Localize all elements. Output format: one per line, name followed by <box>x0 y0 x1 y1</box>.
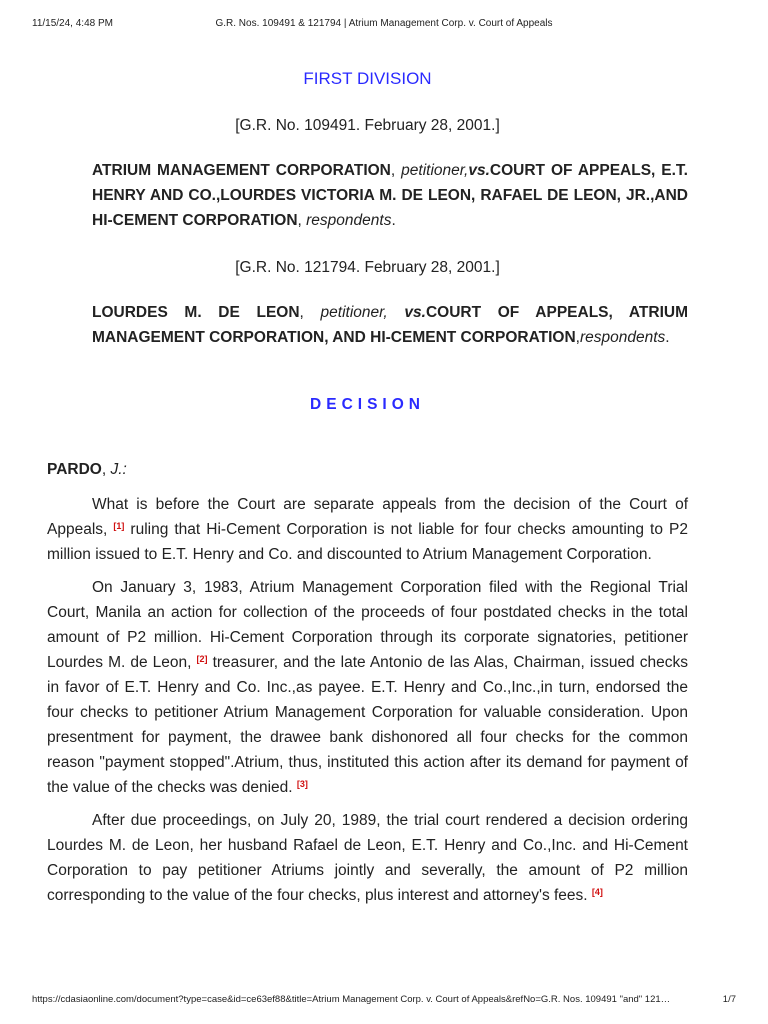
p2-text-a: On January 3, 1983, Atrium Management Corporation filed with the Regional Trial Court, Manila an action for collection of the proceeds of four postdated checks in the total amount of P2 million. Hi-Cement Corporation through its corporate signatories, petitioner Lourdes M. de Leon, <box>47 579 688 671</box>
case1-petitioner-role: petitioner, <box>401 162 469 179</box>
paragraph-1 <box>47 492 688 567</box>
case2-respondents: COURT OF APPEALS, ATRIUM MANAGEMENT CORPORATION, AND HI-CEMENT CORPORATION <box>92 304 689 346</box>
source-url: https://cdasiaonline.com/document?type=case&id=ce63ef88&title=Atrium Management Corp. v. Court of Appeals&refNo=G.R. Nos. 109491 "and" 121… <box>32 994 671 1005</box>
case1-petitioner: ATRIUM MANAGEMENT CORPORATION <box>92 162 391 179</box>
p1-text-a: What is before the Court are separate appeals from the decision of the Court of Appeals, <box>47 496 688 538</box>
p1-text-b: ruling that Hi-Cement Corporation is not liable for four checks amounting to P2 million issued to E.T. Henry and Co. and discounted to Atrium Management Corporation. <box>47 521 688 563</box>
footnote-link-2[interactable]: [2] <box>196 654 208 664</box>
document-body <box>47 66 688 916</box>
case1-parties: ATRIUM MANAGEMENT CORPORATION, petitioner,vs.COURT OF APPEALS, E.T. HENRY AND CO.,LOURDES VICTORIA M. DE LEON, RAFAEL DE LEON, JR.,AND HI-CEMENT CORPORATION, respondents. <box>92 162 688 229</box>
paragraph-3 <box>47 808 688 908</box>
print-title: G.R. Nos. 109491 & 121794 | Atrium Management Corp. v. Court of Appeals <box>215 18 553 29</box>
division-heading: FIRST DIVISION <box>303 69 432 88</box>
print-datetime: 11/15/24, 4:48 PM <box>32 18 113 29</box>
case2-petitioner-role: petitioner, <box>320 304 388 321</box>
case1-respondents-role: respondents <box>306 212 392 229</box>
footnote-link-1[interactable]: [1] <box>113 521 125 531</box>
case2-respondents-role: respondents <box>579 329 666 346</box>
print-footer <box>32 994 736 1008</box>
case1-grno: [G.R. No. 109491. February 28, 2001.] <box>235 117 500 134</box>
ponente-name: PARDO <box>47 461 102 478</box>
case2-parties: LOURDES M. DE LEON, petitioner, vs.COURT OF APPEALS, ATRIUM MANAGEMENT CORPORATION, AND HI-CEMENT CORPORATION,respondents. <box>92 304 689 346</box>
paragraph-2 <box>47 575 688 800</box>
ponente-title: J.: <box>110 461 127 478</box>
p3-text-a: After due proceedings, on July 20, 1989, the trial court rendered a decision ordering Lourdes M. de Leon, her husband Rafael de Leon, E.T. Henry and Co.,Inc. and Hi-Cement Corporation to pay petitioner Atriums jointly and severally, the amount of P2 million corresponding to the value of the four checks, plus interest and attorney's fees. <box>47 812 688 904</box>
decision-heading: DECISION <box>310 396 425 413</box>
case1-respondents: COURT OF APPEALS, E.T. HENRY AND CO.,LOURDES VICTORIA M. DE LEON, RAFAEL DE LEON, JR.,AND HI-CEMENT CORPORATION <box>92 162 688 229</box>
ponente: PARDO, J.: <box>47 461 127 478</box>
case2-petitioner: LOURDES M. DE LEON <box>92 304 300 321</box>
page-number: 1/7 <box>722 994 736 1005</box>
case2-grno: [G.R. No. 121794. February 28, 2001.] <box>235 259 500 276</box>
footnote-link-4[interactable]: [4] <box>591 887 603 897</box>
footnote-link-3[interactable]: [3] <box>296 779 308 789</box>
case2-vs: vs. <box>404 304 426 321</box>
p2-text-b: treasurer, and the late Antonio de las Alas, Chairman, issued checks in favor of E.T. Henry and Co. Inc.,as payee. E.T. Henry and Co.,Inc.,in turn, endorsed the four checks to petitioner Atrium Management Corporation for valuable consideration. Upon presentment for payment, the drawee bank dishonored all four checks for the common reason "payment stopped".Atrium, thus, instituted this action after its demand for payment of the value of the checks was denied. <box>47 654 688 796</box>
case1-vs: vs. <box>468 162 490 179</box>
print-header <box>32 18 736 32</box>
